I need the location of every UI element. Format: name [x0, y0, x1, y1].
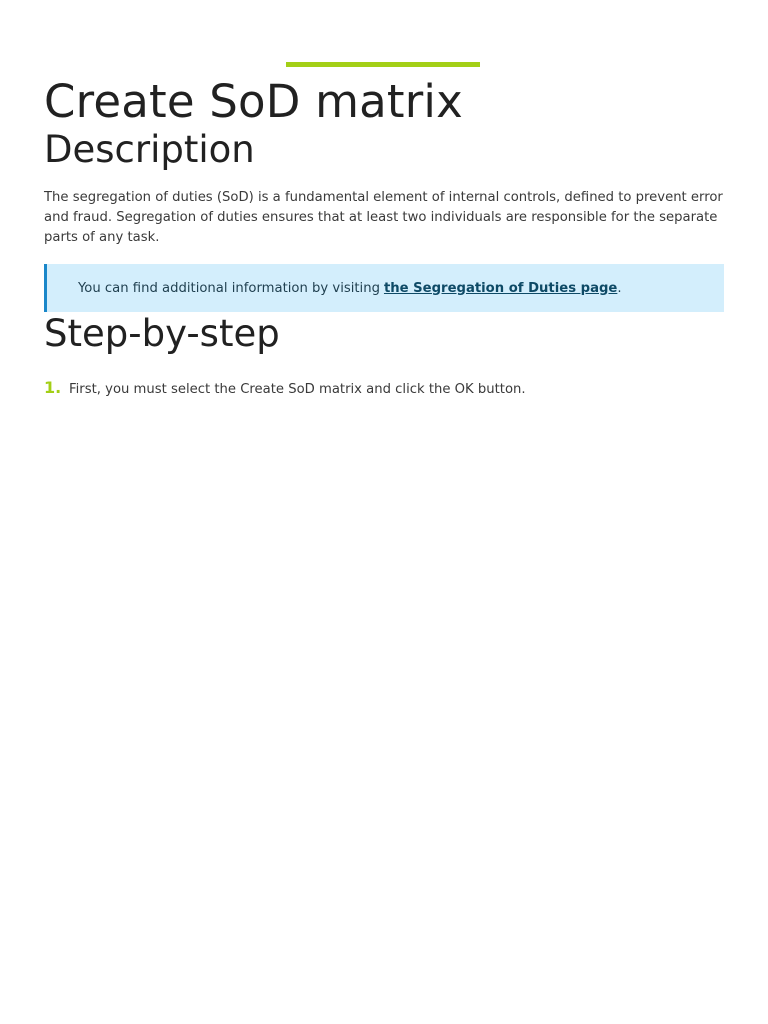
steps-list [44, 378, 724, 397]
callout-text: You can find additional information by visiting [78, 280, 380, 296]
step-item [44, 378, 724, 397]
segregation-of-duties-link[interactable]: the Segregation of Duties page [383, 280, 618, 296]
step-number: 1. [44, 378, 62, 397]
info-callout [44, 264, 724, 312]
step-by-step-heading: Step-by-step [44, 312, 280, 355]
document-page [44, 0, 724, 397]
title-section [44, 0, 724, 128]
step-text: First, you must select the Create SoD matrix and click the OK button. [69, 382, 526, 397]
title-accent-bar [286, 62, 480, 67]
description-text: The segregation of duties (SoD) is a fundamental element of internal controls, defined to prevent error and fraud. Segregation of duties ensures that at least two individuals are responsible for the separate parts of any task. [44, 190, 723, 245]
page-title: Create SoD matrix [44, 75, 463, 128]
callout-suffix: . [617, 280, 622, 296]
description-heading: Description [44, 128, 255, 171]
